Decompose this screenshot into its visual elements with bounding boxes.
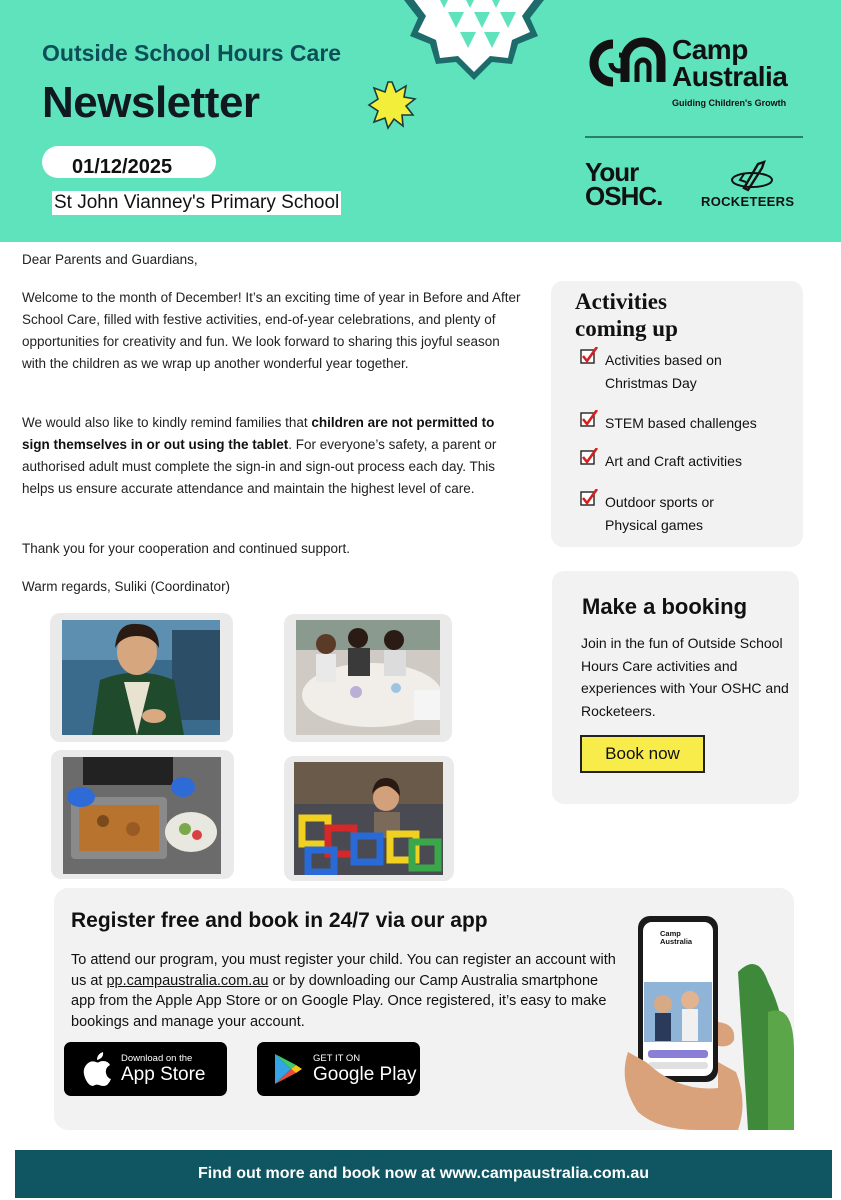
checkbox-checked-icon [580,448,598,466]
phone-brand-text [660,930,692,946]
activity-label-line2: Physical games [605,517,704,533]
activity-label: STEM based challenges [605,415,757,431]
booking-title: Make a booking [582,594,748,619]
register-text-before: To attend our program, you must register your child. You can register an account with us at [71,952,616,989]
rocketeers-logo-text: ROCKETEERS [701,194,795,209]
app-store-badge[interactable] [64,1042,227,1096]
google-play-icon [273,1053,303,1085]
phone-in-hand-illustration [618,912,794,1130]
para2-bold-notice: children are not permitted to sign themselves in or out using the tablet [22,415,495,452]
activity-item [580,491,714,537]
footer-text[interactable]: Find out more and book now at www.campaustralia.com.au [197,1165,650,1182]
phone-brand-line2: Australia [660,937,693,946]
app-store-small-text: Download on the [121,1053,193,1064]
apple-icon [82,1052,112,1086]
activity-label-line1: Outdoor sports or [605,494,714,510]
footer-banner[interactable] [15,1150,832,1198]
letter-paragraph-3: Thank you for your cooperation and continued support. [22,541,350,556]
newsletter-title: Newsletter [42,78,260,127]
checkbox-checked-icon [580,410,598,428]
newsletter-date: 01/12/2025 [72,156,173,178]
brand-name-line2: Australia [672,61,788,92]
camp-australia-logo-icon [583,36,667,90]
google-play-small-text: GET IT ON [313,1053,361,1064]
register-title: Register free and book in 24/7 via our app [71,909,488,932]
activity-item [580,412,757,435]
checkbox-checked-icon [580,347,598,365]
booking-text: Join in the fun of Outside School Hours Care activities and experiences with Your OSHC and Rocketeers. [581,635,789,719]
your-oshc-logo [585,157,663,211]
photo-child-with-blocks [294,762,443,875]
starburst-decoration-icon [396,0,552,86]
photo-food-preparation [63,757,221,874]
google-play-big-text: Google Play [313,1064,417,1085]
brand-name-line1: Camp [672,34,748,65]
rocket-icon [728,158,776,192]
photo-child-with-hand [62,620,220,735]
header-divider [585,136,803,138]
phone-brand-line1: Camp [660,929,681,938]
activities-title-line2: coming up [575,316,678,341]
activity-item [580,349,722,395]
camp-australia-brand-name [672,36,787,90]
photo-children-crafting [296,620,440,735]
para2-start: We would also like to kindly remind families that [22,415,312,430]
register-link[interactable]: pp.campaustralia.com.au [106,972,269,989]
activity-label-line2: Christmas Day [605,375,697,391]
activity-label: Art and Craft activities [605,453,742,469]
oshc-line1: Your [585,157,639,187]
sun-burst-icon [367,80,417,130]
activity-label-line1: Activities based on [605,352,722,368]
letter-paragraph-2 [22,412,522,500]
activities-title-line1: Activities [575,289,667,314]
letter-greeting: Dear Parents and Guardians, [22,252,198,267]
activities-title [575,288,678,342]
letter-paragraph-1: Welcome to the month of December! It’s an exciting time of year in Before and After School Care, filled with festive activities, end-of-year celebrations, and plenty of opportunities for creativity and fun. We look forward to sharing this joyful season with the children as we wrap up another wonderful year together. [22,290,521,371]
brand-tagline: Guiding Children's Growth [672,98,787,108]
school-name: St John Vianney's Primary School [54,192,340,213]
oshc-line2: OSHC. [585,181,663,211]
register-text-after: or by downloading our Camp Australia smartphone app from the Apple App Store or on Google Play. Once registered, it’s easy to make bookings and manage your account. [71,972,607,1030]
activity-item [580,450,742,473]
app-store-big-text: App Store [121,1064,206,1085]
para2-end: . For everyone’s safety, a parent or authorised adult must complete the sign-in and sign-out process each day. This helps us ensure accurate attendance and maintain the highest level of care. [22,437,497,496]
google-play-badge[interactable] [257,1042,420,1096]
checkbox-checked-icon [580,489,598,507]
book-now-button[interactable]: Book now [580,735,705,773]
newsletter-subtitle: Outside School Hours Care [42,40,342,66]
register-text [71,950,616,1032]
letter-signoff: Warm regards, Suliki (Coordinator) [22,579,231,594]
